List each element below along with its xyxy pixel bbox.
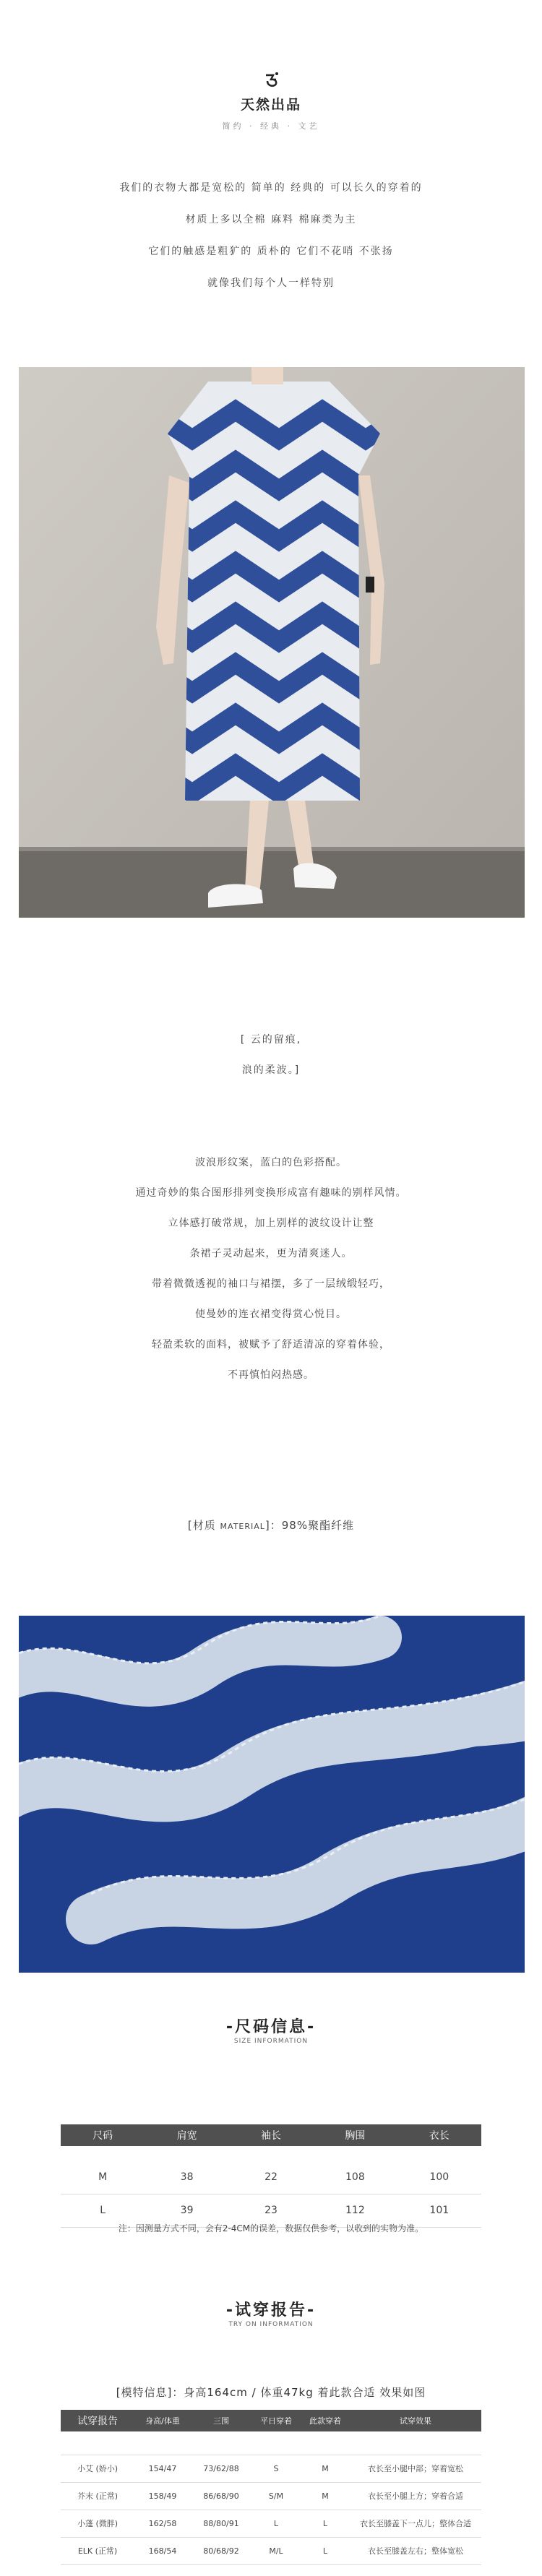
table-header: 衣长 [397,2124,481,2146]
quote-block [0,1025,542,1085]
material-info [0,1517,542,1533]
description-line: 波浪形纹案，蓝白的色彩搭配。 [195,1157,347,1168]
table-cell: M [61,2161,145,2194]
table-cell: 小艾 (娇小) [61,2455,134,2482]
table-header-row [61,2410,481,2431]
table-cell: 芥末 (正常) [61,2482,134,2510]
table-cell: 108 [313,2161,397,2194]
table-cell: 衣长至膝盖下一点儿；整体合适 [350,2510,481,2537]
intro-line: 它们的触感是粗犷的 质朴的 它们不花哨 不张扬 [148,246,394,257]
table-header: 试穿报告 [61,2410,134,2431]
table-cell: 衣长至小腿中部；穿着宽松 [350,2455,481,2482]
intro-text [0,172,542,299]
table-cell: 衣长至膝盖左右；整体宽松 [350,2537,481,2564]
table-row [61,2482,481,2510]
table-cell: 88/80/91 [191,2510,251,2537]
table-cell: 39 [145,2194,228,2227]
table-cell: 158/49 [134,2482,191,2510]
size-table [61,2124,481,2228]
table-cell: 112 [313,2194,397,2227]
brand-name: 天然出品 [240,97,301,113]
table-cell: 162/58 [134,2510,191,2537]
table-cell: 86/68/90 [191,2482,251,2510]
size-info-subtitle: SIZE INFORMATION [233,2038,309,2045]
table-header: 身高/体重 [134,2410,191,2431]
table-cell: 80/68/92 [191,2537,251,2564]
table-header: 胸围 [313,2124,397,2146]
table-cell: S/M [251,2482,301,2510]
try-on-subtitle: TRY ON INFORMATION [228,2321,314,2328]
model-info: [模特信息]：身高164cm / 体重47kg 着此款合适 效果如图 [116,2386,426,2399]
model-photo [19,367,525,918]
table-cell: L [251,2510,301,2537]
description-line: 轻盈柔软的面料，被赋予了舒适清凉的穿着体验， [152,1339,390,1351]
description-line: 不再慎怕闷热感。 [228,1369,314,1381]
table-header: 尺码 [61,2124,145,2146]
brand-logo [257,69,285,91]
table-cell: M/L [251,2537,301,2564]
table-cell: 小蓬 (微胖) [61,2510,134,2537]
quote-line: [ 云的留痕, [240,1034,302,1046]
table-cell: M [301,2455,350,2482]
table-row [61,2537,481,2564]
table-cell: 23 [229,2194,313,2227]
product-description [0,1147,542,1390]
table-cell: ELK (正常) [61,2537,134,2564]
table-cell: 73/62/88 [191,2455,251,2482]
description-line: 带着微微透视的袖口与裙摆，多了一层绒缎轻巧， [152,1278,390,1290]
description-line: 通过奇妙的集合图形排列变换形成富有趣味的别样风情。 [135,1187,407,1199]
table-row [61,2161,481,2194]
quote-line: 浪的柔波。] [241,1064,301,1076]
try-on-title: -试穿报告- [225,2301,317,2319]
table-cell: 衣长至小腿上方；穿着合适 [350,2482,481,2510]
material-label: [材质 [187,1519,216,1532]
table-header: 此款穿着 [301,2410,350,2431]
description-line: 使曼妙的连衣裙变得赏心悦目。 [195,1309,347,1320]
table-cell: 22 [229,2161,313,2194]
description-line: 条裙子灵动起来，更为清爽迷人。 [189,1248,353,1259]
table-cell: 100 [397,2161,481,2194]
table-cell: L [301,2537,350,2564]
table-row [61,2455,481,2482]
intro-line: 就像我们每个人一样特别 [207,277,335,289]
material-value: ]：98%聚酯纤维 [264,1519,355,1532]
material-label-en: MATERIAL [220,1522,265,1531]
table-header-row [61,2124,481,2146]
table-header: 平日穿着 [251,2410,301,2431]
table-header: 袖长 [229,2124,313,2146]
table-row [61,2510,481,2537]
table-header: 肩宽 [145,2124,228,2146]
table-cell: 101 [397,2194,481,2227]
fabric-closeup-photo [19,1616,525,1973]
table-cell: M [301,2482,350,2510]
description-line: 立体感打破常规，加上别样的波纹设计让整 [168,1218,374,1229]
table-cell: S [251,2455,301,2482]
try-on-table [61,2410,481,2565]
size-info-title: -尺码信息- [225,2018,317,2036]
table-cell: 168/54 [134,2537,191,2564]
intro-line: 我们的衣物大都是宽松的 简单的 经典的 可以长久的穿着的 [119,182,423,194]
brand-tagline: 简约 · 经典 · 文艺 [222,121,320,131]
table-cell: L [301,2510,350,2537]
table-header: 三围 [191,2410,251,2431]
table-cell: 154/47 [134,2455,191,2482]
size-note: 注：因测量方式不同，会有2-4CM的误差，数据仅供参考，以收到的实物为准。 [118,2223,424,2233]
table-cell: 38 [145,2161,228,2194]
table-cell: L [61,2194,145,2227]
intro-line: 材质上多以全棉 麻料 棉麻类为主 [185,214,357,225]
table-header: 试穿效果 [350,2410,481,2431]
